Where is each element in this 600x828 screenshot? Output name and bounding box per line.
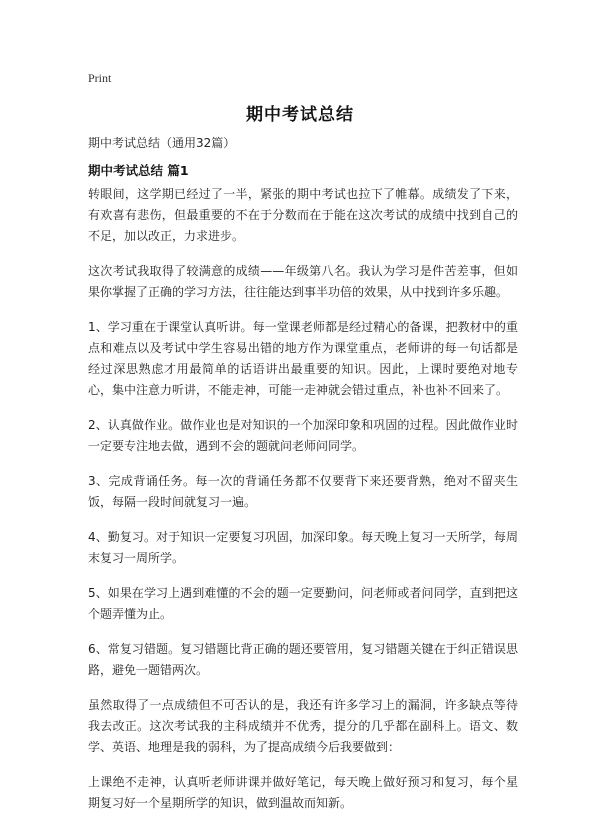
paragraph-plan: 上课绝不走神，认真听老师讲课并做好笔记，每天晚上做好预习和复习，每个星期复习好一个星期所学的知识，做到温故而知新。 <box>88 775 518 810</box>
paragraph-point-5: 5、如果在学习上遇到难懂的不会的题一定要勤问，问老师或者问同学，直到把这个题弄懂为止。 <box>88 586 518 621</box>
paragraph-point-6: 6、常复习错题。复习错题比背正确的题还要管用，复习错题关键在于纠正错误思路，避免一题错两次。 <box>88 642 518 677</box>
paragraph-weakness: 虽然取得了一点成绩但不可否认的是，我还有许多学习上的漏洞，许多缺点等待我去改正。这次考试我的主科成绩并不优秀，提分的几乎都在副科上。语文、数学、英语、地理是我的弱科，为了提高成绩今后我要做到： <box>88 698 518 754</box>
paragraph-point-2: 2、认真做作业。做作业也是对知识的一个加深印象和巩固的过程。因此做作业时一定要专注地去做，遇到不会的题就问老师问同学。 <box>88 418 518 453</box>
paragraph-point-4: 4、勤复习。对于知识一定要复习巩固，加深印象。每天晚上复习一天所学，每周末复习一周所学。 <box>88 530 518 565</box>
section-heading: 期中考试总结 篇1 <box>88 163 189 178</box>
print-label[interactable]: Print <box>88 71 112 85</box>
document-subtitle: 期中考试总结（通用32篇） <box>88 136 236 150</box>
paragraph-intro: 转眼间，这学期已经过了一半，紧张的期中考试也拉下了帷幕。成绩发了下来，有欢喜有悲伤，但最重要的不在于分数而在于能在这次考试的成绩中找到自己的不足，加以改正，力求进步。 <box>88 187 518 243</box>
page-title: 期中考试总结 <box>246 105 354 125</box>
document-body <box>88 184 518 828</box>
paragraph-result: 这次考试我取得了较满意的成绩——年级第八名。我认为学习是件苦差事，但如果你掌握了正确的学习方法，往往能达到事半功倍的效果，从中找到许多乐趣。 <box>88 264 518 299</box>
paragraph-point-1: 1、学习重在于课堂认真听讲。每一堂课老师都是经过精心的备课，把教材中的重点和难点以及考试中学生容易出错的地方作为课堂重点，老师讲的每一句话都是经过深思熟虑才用最简单的话语讲出最重要的知识。因此，上课时要绝对地专心，集中注意力听讲，不能走神，可能一走神就会错过重点，补也补不回来了。 <box>88 320 518 397</box>
paragraph-point-3: 3、完成背诵任务。每一次的背诵任务都不仅要背下来还要背熟，绝对不留夹生饭，每隔一段时间就复习一遍。 <box>88 474 518 509</box>
